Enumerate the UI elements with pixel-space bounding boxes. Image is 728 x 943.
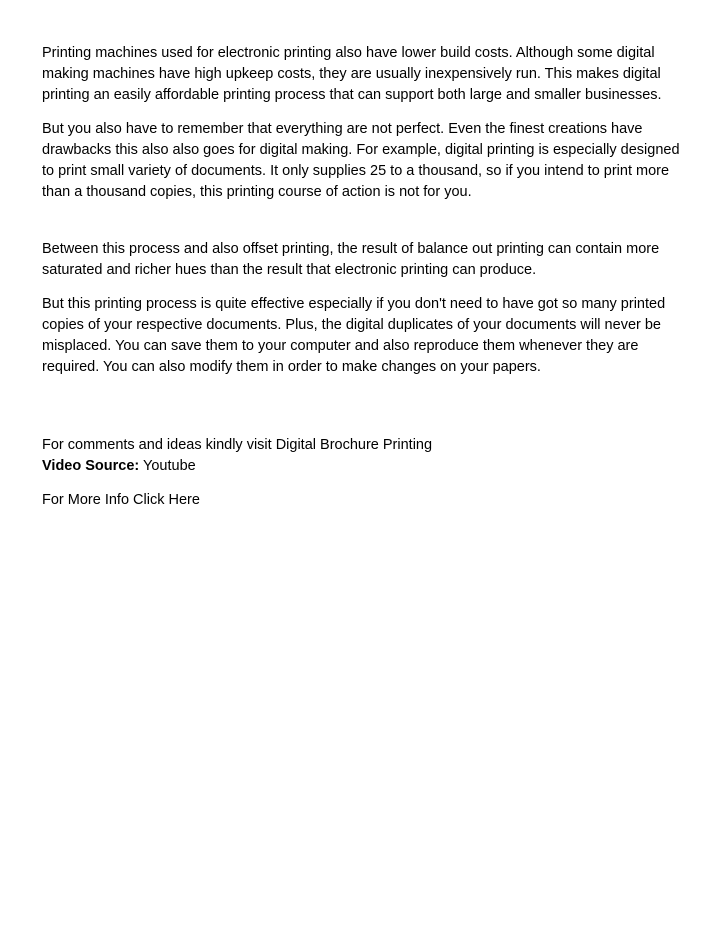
paragraph-2: But you also have to remember that everything are not perfect. Even the finest creations have drawbacks this also also goes for digital making. For example, digital printing is especially designed to print small variety of documents. It only supplies 25 to a thousand, so if you intend to print more than a thousand copies, this printing course of action is not for you.: [42, 121, 680, 200]
paragraph-4: But this printing process is quite effective especially if you don't need to have got so many printed copies of your respective documents. Plus, the digital duplicates of your documents will never be misplaced. You can save them to your computer and also reproduce them whenever they are required. You can also modify them in order to make changes on your papers.: [42, 296, 666, 375]
comments-line: For comments and ideas kindly visit Digital Brochure Printing: [42, 437, 433, 453]
paragraph-3: Between this process and also offset printing, the result of balance out printing can contain more saturated and richer hues than the result that electronic printing can produce.: [42, 241, 660, 278]
video-source-value: Youtube: [139, 458, 196, 474]
more-info-link[interactable]: For More Info Click Here: [42, 492, 200, 508]
video-source-line: [42, 456, 688, 477]
paragraph-1: Printing machines used for electronic printing also have lower build costs. Although some digital making machines have high upkeep costs, they are usually inexpensively run. This makes digital printing an easily affordable printing process that can support both large and smaller businesses.: [42, 45, 662, 103]
video-source-label: Video Source:: [42, 458, 140, 474]
